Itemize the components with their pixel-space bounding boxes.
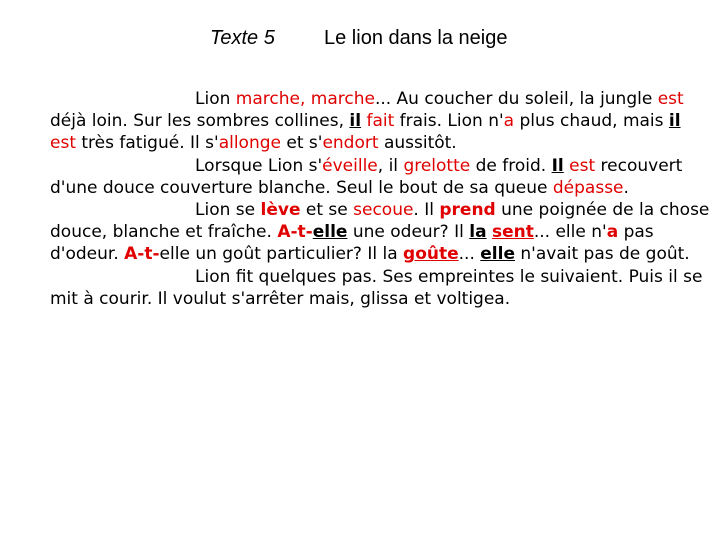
text-segment: une poignée de la chose douce, blanche et fraîche. [50, 200, 710, 243]
paragraph-2 [50, 155, 710, 199]
story-text [50, 88, 710, 310]
text-segment: prend [439, 200, 496, 221]
text-segment: sent [491, 222, 534, 243]
text-number: Texte 5 [210, 27, 275, 49]
text-segment: secoue [353, 200, 414, 221]
text-segment: est [50, 133, 76, 154]
text-segment: il [349, 111, 362, 132]
text-segment: une odeur? Il [347, 222, 470, 243]
text-segment: dépasse [552, 177, 624, 198]
text-segment: la [469, 222, 487, 243]
text-segment: très fatigué. Il s' [75, 133, 219, 154]
text-segment: . Il [413, 200, 440, 221]
text-segment: éveille [322, 155, 378, 176]
text-segment: est [657, 89, 684, 109]
text-segment: frais. Lion n' [394, 111, 504, 132]
text-segment: et s' [280, 133, 323, 154]
text-segment: marche, marche [235, 89, 375, 109]
paragraph-1 [50, 88, 710, 155]
text-segment: . [623, 177, 629, 198]
text-segment: fait [366, 111, 395, 132]
text-segment: aussitôt. [378, 133, 457, 154]
text-segment: déjà loin. Sur les sombres collines, [50, 111, 350, 132]
text-segment: n'avait pas de goût. [514, 244, 690, 265]
text-segment: Lion se [195, 200, 261, 221]
paragraph-4 [50, 266, 710, 310]
text-segment: elle un goût particulier? Il la [159, 244, 404, 265]
text-segment: Lorsque Lion s' [195, 155, 323, 176]
text-segment: il [668, 111, 681, 132]
text-segment: allonge [218, 133, 281, 154]
text-segment: , il [377, 155, 404, 176]
text-segment: plus chaud, mais [514, 111, 669, 132]
text-segment: endort [322, 133, 379, 154]
paragraph-3 [50, 199, 710, 266]
text-segment: ... Au coucher du soleil, la jungle [374, 89, 658, 109]
text-segment: et se [300, 200, 354, 221]
text-segment: de froid. [470, 155, 552, 176]
text-title: Le lion dans la neige [324, 27, 508, 49]
text-segment: est [569, 155, 596, 176]
text-segment: a [606, 222, 619, 243]
text-segment: Il [551, 155, 564, 176]
text-segment: lève [260, 200, 301, 221]
text-segment: A-t- [124, 244, 160, 265]
text-segment: Lion [195, 89, 236, 109]
text-segment: ... elle n' [533, 222, 607, 243]
text-segment: elle [480, 244, 515, 265]
text-segment: A-t- [277, 222, 313, 243]
page-title [210, 27, 507, 50]
text-segment: Lion fit quelques pas. Ses empreintes le suivaient. Puis il se mit à courir. Il voulut s'arrêter mais, glissa et voltigea. [50, 266, 703, 309]
text-segment: a [503, 111, 515, 132]
text-segment: elle [312, 222, 348, 243]
text-segment: pas d'odeur. [50, 222, 654, 265]
text-segment: recouvert d'une douce couverture blanche. Seul le bout de sa queue [50, 155, 683, 198]
text-segment: goûte [403, 244, 459, 265]
text-segment: ... [458, 244, 481, 265]
text-segment: grelotte [403, 155, 471, 176]
